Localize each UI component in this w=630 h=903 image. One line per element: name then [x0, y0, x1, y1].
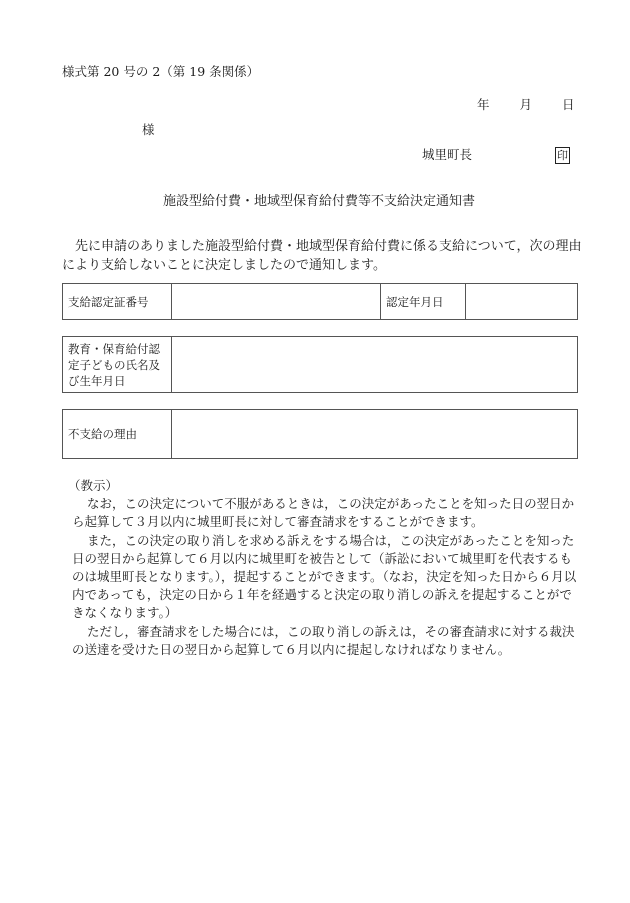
- child-label-line-2: 定子どもの氏名及: [68, 357, 160, 372]
- instructions-paragraph-2: また，この決定の取り消しを求める訴えをする場合は，この決定があったことを知った日の翌日から起算して６月以内に城里町を被告として（訴訟において城里町を代表するものは城里町長となります。），提起することができます。（なお，決定を知った日から６月以内であっても，決定の日から１年を経過すると決定の取り消しの訴えを提起することができなくなります。）: [72, 532, 577, 621]
- child-label-line-3: び生年月日: [68, 373, 126, 388]
- intro-paragraph: 先に申請のありました施設型給付費・地域型保育給付費に係る支給について，次の理由により支給しないことに決定しましたので通知します。: [62, 239, 582, 273]
- child-info-label: [63, 337, 172, 393]
- child-table: [62, 336, 578, 393]
- cert-number-label: 支給認定証番号: [63, 284, 172, 320]
- reason-field[interactable]: [172, 410, 578, 459]
- cert-date-field[interactable]: [466, 284, 578, 320]
- date-year-label: 年: [477, 97, 490, 112]
- instructions-paragraph-1: なお，この決定について不服があるときは，この決定があったことを知った日の翌日から起算して３月以内に城里町長に対して審査請求をすることができます。: [72, 496, 575, 530]
- addressee-suffix: 様: [142, 122, 155, 137]
- intro-text: [62, 237, 582, 275]
- seal-mark: 印: [557, 149, 568, 162]
- form-number: 様式第 20 号の 2（第 19 条関係）: [62, 64, 260, 79]
- reason-table: [62, 409, 578, 459]
- date-month-label: 月: [519, 97, 533, 112]
- child-label-line-1: 教育・保育給付認: [68, 341, 160, 356]
- certificate-table: [62, 283, 578, 320]
- instructions-section: [62, 477, 584, 659]
- child-info-field[interactable]: [172, 337, 578, 393]
- instructions-paragraph-3: ただし，審査請求をした場合には，この取り消しの訴えは，その審査請求に対する裁決の送達を受けた日の翌日から起算して６月以内に提起しなければなりません。: [72, 623, 575, 657]
- date-day-label: 日: [562, 97, 575, 112]
- document-title: 施設型給付費・地域型保育給付費等不支給決定通知書: [162, 194, 475, 209]
- cert-number-field[interactable]: [172, 284, 381, 320]
- date-line: [477, 99, 575, 112]
- reason-label: 不支給の理由: [63, 410, 172, 459]
- issuer-name: 城里町長: [422, 147, 473, 162]
- instructions-heading: （教示）: [68, 478, 119, 493]
- cert-date-label: 認定年月日: [381, 284, 466, 320]
